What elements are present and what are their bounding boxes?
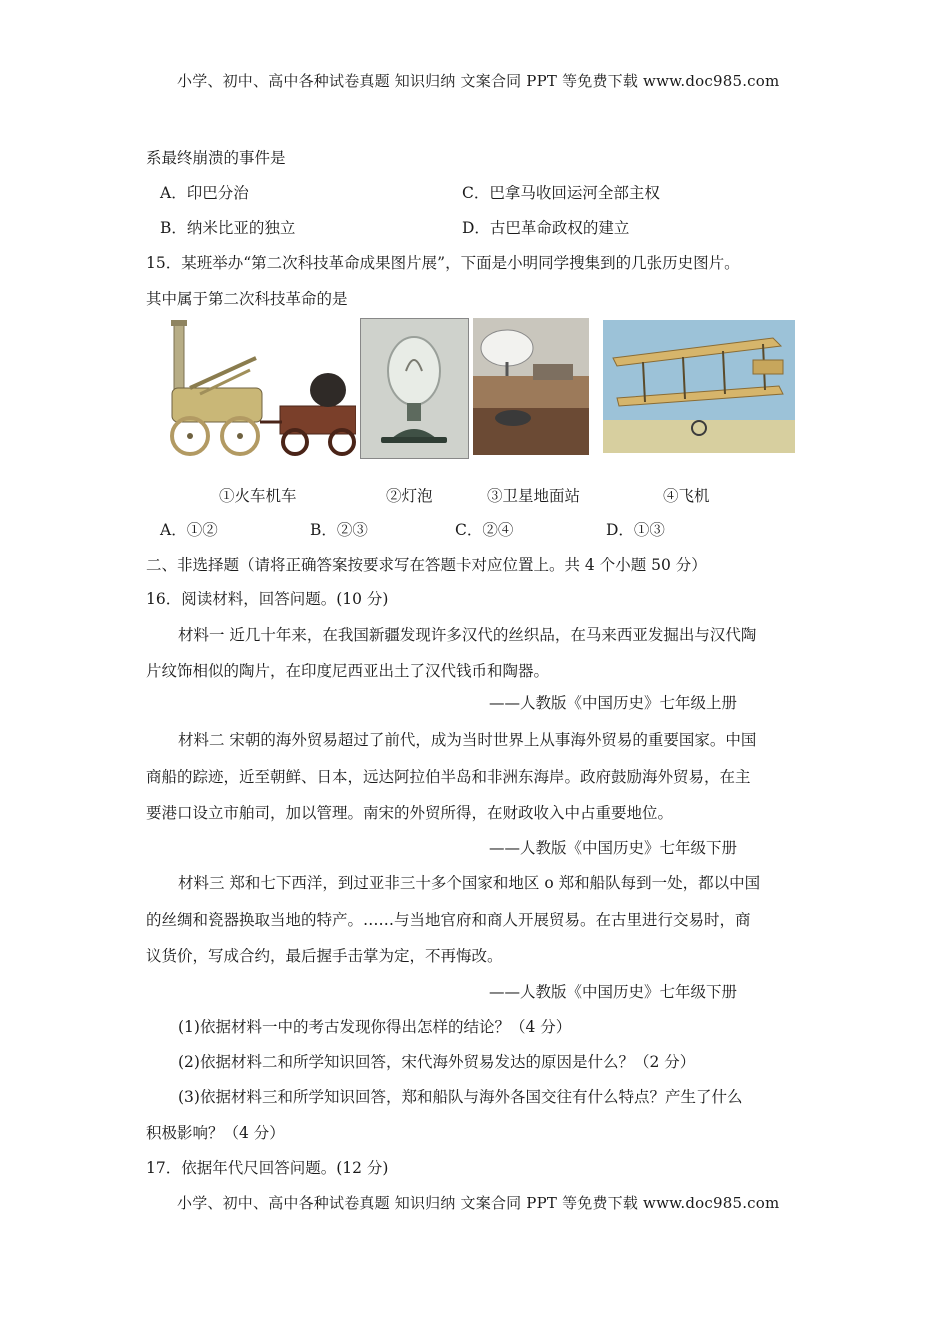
locomotive-picture [160, 318, 356, 458]
q14-option-a: A．印巴分治 [160, 184, 249, 202]
q16-sub-2: (2)依据材料二和所学知识回答，宋代海外贸易发达的原因是什么？（2 分） [178, 1053, 696, 1071]
satellite-station-picture [473, 318, 589, 455]
page-header: 小学、初中、高中各种试卷真题 知识归纳 文案合同 PPT 等免费下载 www.doc985.com [177, 72, 780, 90]
material-1-line1: 材料一 近几十年来，在我国新疆发现许多汉代的丝织品，在马来西亚发掘出与汉代陶 [178, 626, 757, 644]
q16-title: 16．阅读材料，回答问题。(10 分) [146, 590, 389, 608]
material-3-line2: 的丝绸和瓷器换取当地的特产。……与当地官府和商人开展贸易。在古里进行交易时，商 [146, 911, 751, 929]
material-3-line3: 议货价，写成合约，最后握手击掌为定，不再悔改。 [146, 947, 503, 965]
q15-option-d: D．①③ [606, 521, 665, 539]
q15-stem-line2: 其中属于第二次科技革命的是 [146, 290, 348, 308]
q16-sub-3-line2: 积极影响？（4 分） [146, 1124, 285, 1142]
material-2-line1: 材料二 宋朝的海外贸易超过了前代，成为当时世界上从事海外贸易的重要国家。中国 [178, 731, 757, 749]
light-bulb-picture [360, 318, 469, 459]
caption-airplane: ④飞机 [663, 487, 710, 505]
material-2-line3: 要港口设立市舶司，加以管理。南宋的外贸所得，在财政收入中占重要地位。 [146, 804, 674, 822]
material-3-source: ——人教版《中国历史》七年级下册 [489, 983, 738, 1001]
q15-option-b: B．②③ [310, 521, 368, 539]
airplane-picture [603, 320, 795, 453]
material-1-line2: 片纹饰相似的陶片，在印度尼西亚出土了汉代钱币和陶器。 [146, 662, 550, 680]
caption-light-bulb: ②灯泡 [386, 487, 433, 505]
q14-option-c: C．巴拿马收回运河全部主权 [462, 184, 660, 202]
q14-stem-continuation: 系最终崩溃的事件是 [146, 149, 286, 167]
q15-stem-line1: 15．某班举办“第二次科技革命成果图片展”，下面是小明同学搜集到的几张历史图片。 [146, 254, 740, 272]
section-2-title: 二、非选择题（请将正确答案按要求写在答题卡对应位置上。共 4 个小题 50 分） [146, 556, 707, 574]
page-footer: 小学、初中、高中各种试卷真题 知识归纳 文案合同 PPT 等免费下载 www.doc985.com [177, 1194, 780, 1212]
material-2-line2: 商船的踪迹，近至朝鲜、日本，远达阿拉伯半岛和非洲东海岸。政府鼓励海外贸易，在主 [146, 768, 751, 786]
material-2-source: ——人教版《中国历史》七年级下册 [489, 839, 738, 857]
q17-title: 17．依据年代尺回答问题。(12 分) [146, 1159, 389, 1177]
q15-option-a: A．①② [160, 521, 218, 539]
q15-option-c: C．②④ [455, 521, 514, 539]
caption-satellite-station: ③卫星地面站 [487, 487, 581, 505]
material-1-source: ——人教版《中国历史》七年级上册 [489, 694, 738, 712]
q14-option-b: B．纳米比亚的独立 [160, 219, 296, 237]
q16-sub-1: (1)依据材料一中的考古发现你得出怎样的结论？（4 分） [178, 1018, 572, 1036]
q16-sub-3-line1: (3)依据材料三和所学知识回答，郑和船队与海外各国交往有什么特点？产生了什么 [178, 1088, 743, 1106]
caption-locomotive: ①火车机车 [219, 487, 297, 505]
q14-option-d: D．古巴革命政权的建立 [462, 219, 630, 237]
material-3-line1: 材料三 郑和七下西洋，到过亚非三十多个国家和地区 o 郑和船队每到一处，都以中国 [178, 874, 761, 892]
